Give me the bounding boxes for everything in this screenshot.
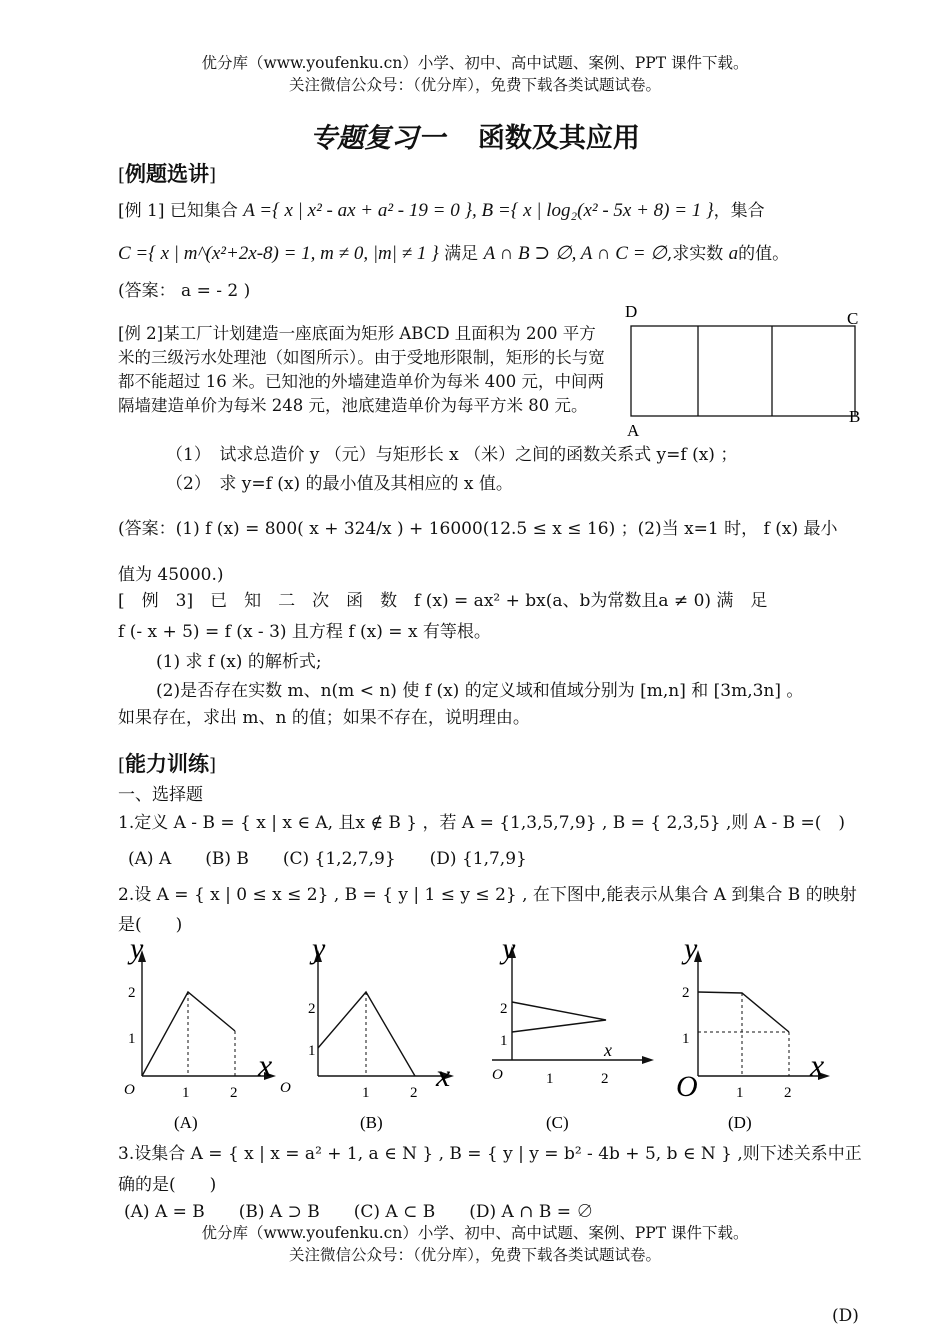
label-a: A: [627, 421, 640, 440]
graph-c-y-label: y: [502, 932, 516, 965]
title-main: 函数及其应用: [477, 123, 640, 154]
corner-label: (D): [832, 1306, 859, 1326]
label-b: B: [849, 407, 861, 426]
svg-text:2: 2: [601, 1071, 609, 1087]
svg-text:O: O: [280, 1080, 291, 1096]
graph-b-y-label: y: [312, 932, 326, 965]
svg-text:2: 2: [682, 985, 690, 1001]
graph-c-caption: (C): [546, 1113, 569, 1132]
question-3-options: (A) A = B (B) A ⊃ B (C) A ⊂ B (D) A ∩ B = ∅: [124, 1202, 594, 1222]
footer-line-2: 关注微信公众号：（优分库），免费下载各类试题试卷。: [288, 1246, 661, 1264]
graph-d-x-label: x: [810, 1047, 825, 1083]
svg-text:2: 2: [500, 1001, 508, 1017]
svg-text:2: 2: [308, 1001, 316, 1017]
graph-a: [118, 934, 290, 1134]
question-2-stem-cont: 是( ): [118, 915, 183, 935]
example-1-line-2: C ={ x | m^(x²+2x-8) = 1, m ≠ 0, |m| ≠ 1 } 满足 A ∩ B ⊃ ∅, A ∩ C = ∅,求实数 a的值。: [118, 243, 790, 264]
svg-text:1: 1: [682, 1031, 690, 1047]
svg-text:2: 2: [410, 1085, 418, 1101]
svg-text:O: O: [676, 1070, 698, 1103]
question-1-stem: 1.定义 A - B = { x | x ∈ A, 且x ∉ B } ，若 A = {1,3,5,7,9} , B = { 2,3,5} ,则 A - B =( ): [118, 813, 846, 833]
title-italic: 专题复习一: [310, 123, 446, 154]
graph-c-x-label: x: [604, 1040, 612, 1060]
section-heading-examples: [例题选讲]: [118, 161, 217, 186]
svg-text:1: 1: [736, 1085, 744, 1101]
example-1-line-1: [例 1] 已知集合 A ={ x | x² - ax + a² - 19 = 0 }, B ={ x | log₂(x² - 5x + 8) = 1 }，集合: [118, 200, 765, 221]
svg-text:2: 2: [230, 1085, 238, 1101]
svg-text:2: 2: [784, 1085, 792, 1101]
header-line-2: 关注微信公众号：（优分库），免费下载各类试题试卷。: [288, 76, 661, 94]
graph-d-caption: (D): [728, 1113, 752, 1132]
tank-diagram: [615, 298, 865, 440]
example-2-answer-line-1: (答案：(1) f (x) = 800( x + 324/x ) + 16000(12.5 ≤ x ≤ 16) ；(2)当 x=1 时， f (x) 最小: [118, 519, 838, 539]
svg-text:1: 1: [128, 1031, 136, 1047]
question-3-stem: 3.设集合 A = { x | x = a² + 1, a ∈ N } , B = { y | y = b² - 4b + 5, b ∈ N } ,则下述关系中正: [118, 1144, 862, 1164]
graph-a-x-label: x: [258, 1047, 273, 1083]
tank-rect: [631, 326, 855, 416]
question-3-stem-cont: 确的是( ): [118, 1175, 217, 1195]
example-3-line-2: f (- x + 5) = f (x - 3) 且方程 f (x) = x 有等根。: [118, 622, 491, 642]
example-2-q2: （2） 求 y=f (x) 的最小值及其相应的 x 值。: [166, 474, 513, 494]
section-heading-practice: [能力训练]: [118, 751, 217, 776]
graph-a-caption: (A): [174, 1113, 198, 1132]
part-heading: 一、选择题: [118, 785, 203, 805]
svg-text:1: 1: [182, 1085, 190, 1101]
svg-text:1: 1: [500, 1033, 508, 1049]
graph-d: [672, 934, 844, 1134]
example-2-answer-line-2: 值为 45000.): [118, 565, 224, 585]
graph-c: [488, 934, 668, 1134]
graph-b-x-label: x: [436, 1057, 451, 1093]
example-1-answer: (答案： a = - 2 ): [118, 281, 251, 301]
question-1-options: (A) A (B) B (C) {1,2,7,9} (D) {1,7,9}: [128, 849, 527, 869]
example-3-line-1: [ 例 3] 已 知 二 次 函 数 f (x) = ax² + bx(a、b为常数且a ≠ 0) 满 足: [118, 591, 768, 611]
label-d: D: [625, 302, 638, 321]
header-line-1: 优分库（www.youfenku.cn）小学、初中、高中试题、案例、PPT 课件下载。: [201, 54, 749, 72]
svg-text:1: 1: [308, 1043, 316, 1059]
svg-text:O: O: [492, 1067, 503, 1083]
page-title: [0, 116, 950, 155]
graph-d-y-label: y: [684, 932, 698, 965]
question-2-stem: 2.设 A = { x | 0 ≤ x ≤ 2} , B = { y | 1 ≤ y ≤ 2} , 在下图中,能表示从集合 A 到集合 B 的映射: [118, 885, 857, 905]
example-3-q2: (2)是否存在实数 m、n(m < n) 使 f (x) 的定义域和值域分别为 [m,n] 和 [3m,3n] 。: [156, 681, 804, 701]
graph-b-caption: (B): [360, 1113, 383, 1132]
svg-text:1: 1: [546, 1071, 554, 1087]
example-2-text: [例 2]某工厂计划建造一座底面为矩形 ABCD 且面积为 200 平方米的三级污水处理池（如图所示）。由于受地形限制，矩形的长与宽都不能超过 16 米。已知池的外墙建造单价为每米 400 元，中间两隔墙建造单价为每米 248 元，池底建造单价为每平方米 80 元。: [118, 324, 605, 415]
footer-line-1: 优分库（www.youfenku.cn）小学、初中、高中试题、案例、PPT 课件下载。: [201, 1224, 749, 1242]
graph-b: [280, 932, 474, 1134]
svg-text:2: 2: [128, 985, 136, 1001]
example-3-q1: (1) 求 f (x) 的解析式;: [156, 652, 322, 672]
svg-text:O: O: [124, 1082, 135, 1098]
svg-text:1: 1: [362, 1085, 370, 1101]
graph-a-y-label: y: [130, 932, 144, 965]
example-3-q2-cont: 如果存在，求出 m、n 的值；如果不存在，说明理由。: [118, 708, 530, 728]
label-c: C: [847, 309, 859, 328]
example-2-q1: （1） 试求总造价 y （元）与矩形长 x （米）之间的函数关系式 y=f (x) ；: [166, 445, 738, 465]
